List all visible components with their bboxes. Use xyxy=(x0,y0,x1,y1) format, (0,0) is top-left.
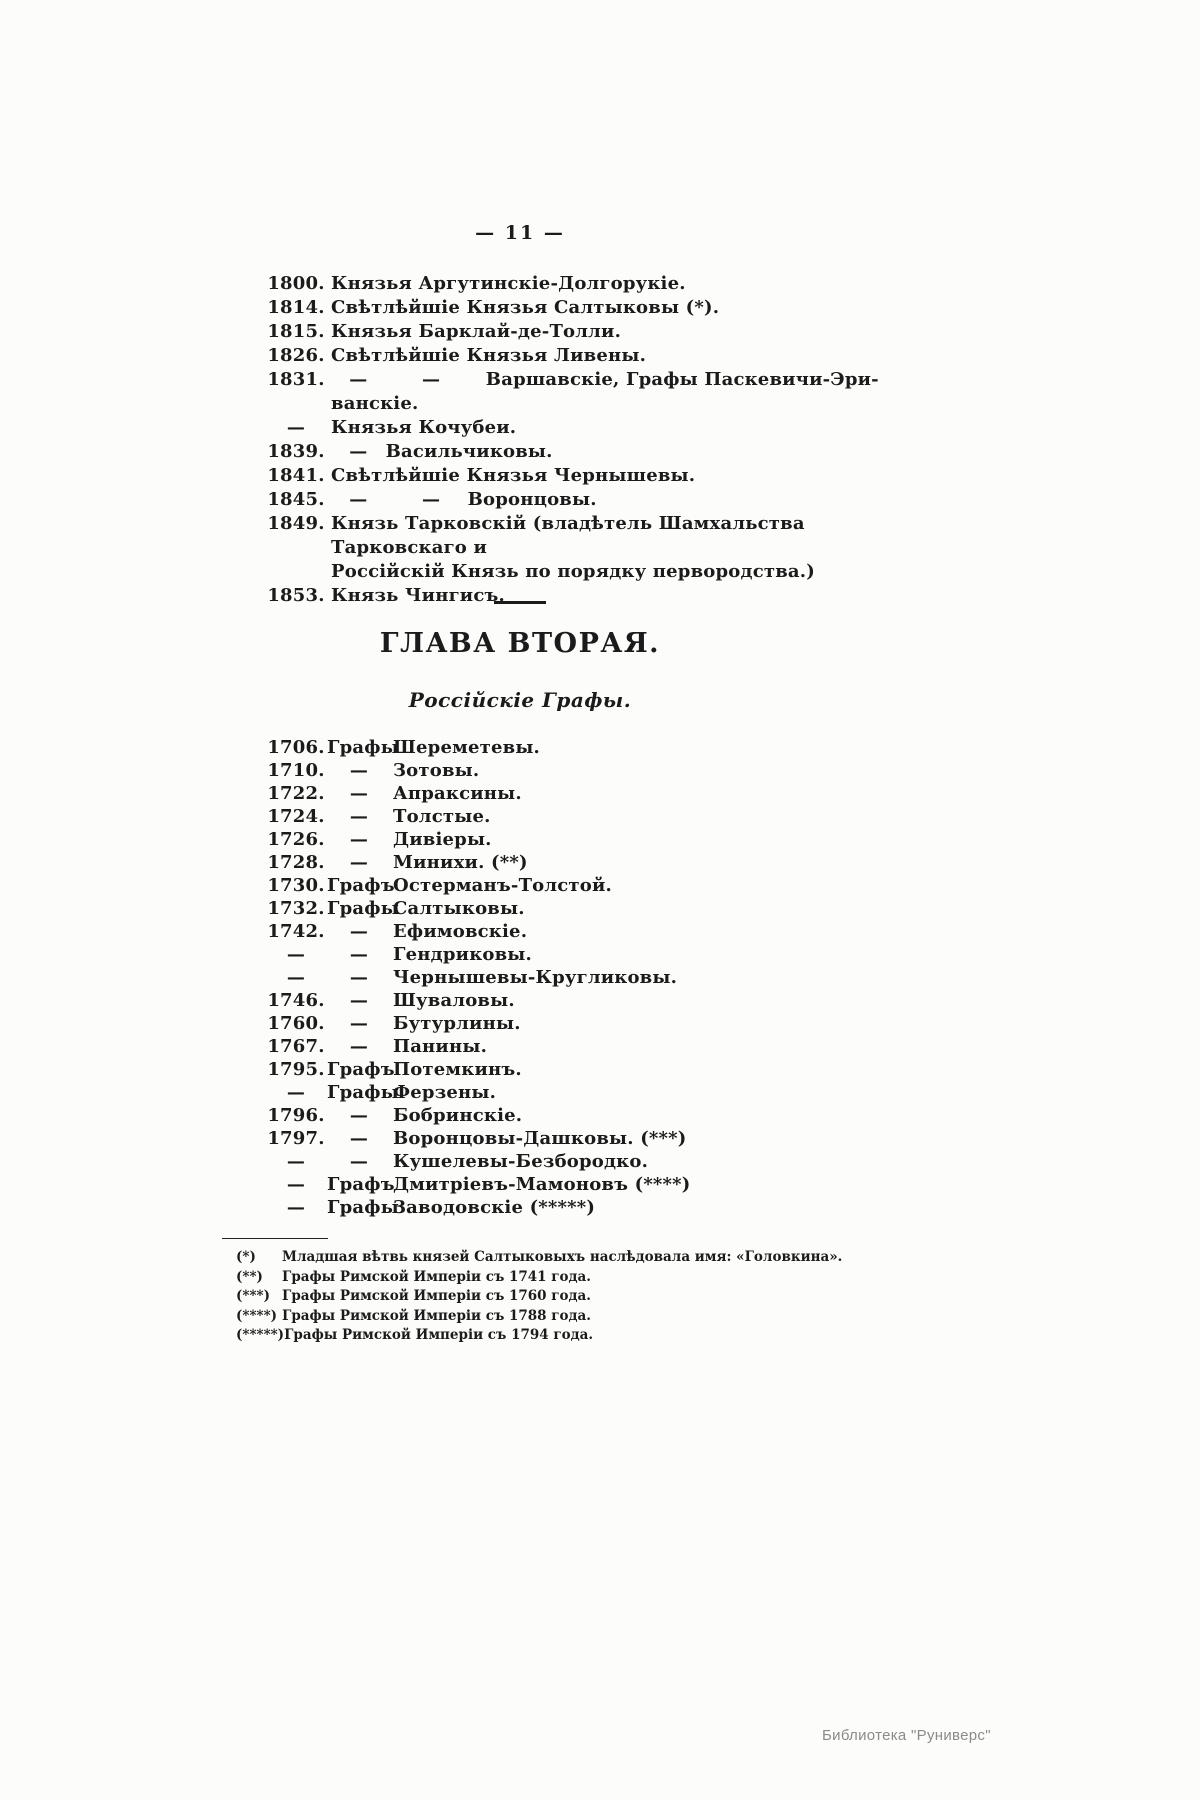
footnote xyxy=(236,1268,896,1288)
entry-name: Гендриковы. xyxy=(393,944,533,965)
entry-name: Заводовскіе (*****) xyxy=(393,1197,596,1218)
entry-name: Апраксины. xyxy=(393,783,522,804)
entry-name: Шуваловы. xyxy=(393,990,515,1011)
entry-name: Воронцовы-Дашковы. (***) xyxy=(393,1128,687,1149)
entry-title: — xyxy=(349,1013,369,1034)
list-row xyxy=(265,805,915,828)
entry-year: 1849. xyxy=(267,513,325,534)
entry-text xyxy=(331,584,505,608)
entry-year: 1730. xyxy=(267,875,325,896)
entry-year: — xyxy=(286,944,306,965)
entry-name: Ефимовскіе. xyxy=(393,921,528,942)
footnote-mark: (**) xyxy=(236,1268,263,1285)
entry-year: 1815. xyxy=(267,321,325,342)
list-row xyxy=(265,874,915,897)
list-row xyxy=(265,272,915,296)
entry-title: Графъ xyxy=(327,875,395,896)
list-row xyxy=(265,1058,915,1081)
entry-year: — xyxy=(286,1197,306,1218)
entry-year: 1722. xyxy=(267,783,325,804)
list-row xyxy=(265,1127,915,1150)
entry-text xyxy=(331,464,695,488)
entry-name: Бутурлины. xyxy=(393,1013,521,1034)
chapter-title: ГЛАВА ВТОРАЯ. xyxy=(379,628,661,659)
entry-year: — xyxy=(286,1174,306,1195)
entry-name: Потемкинъ. xyxy=(393,1059,522,1080)
list-row xyxy=(265,920,915,943)
entry-name: Дивіеры. xyxy=(393,829,492,850)
footnote-mark: (****) xyxy=(236,1307,278,1324)
list-row xyxy=(265,1035,915,1058)
entry-name: Толстые. xyxy=(393,806,491,827)
list-row xyxy=(265,759,915,782)
entry-title: — xyxy=(349,783,369,804)
list-row xyxy=(265,344,915,368)
entry-title: — xyxy=(349,852,369,873)
entry-year: — xyxy=(286,1082,306,1103)
page-number: — 11 — xyxy=(475,222,565,244)
list-row xyxy=(265,989,915,1012)
footnote-text: Графы Римской Имперіи съ 1760 года. xyxy=(282,1288,591,1304)
entry-title: Графъ xyxy=(327,1059,395,1080)
list-row xyxy=(265,828,915,851)
footnote-mark: (*) xyxy=(236,1249,256,1265)
entry-text xyxy=(331,344,646,368)
entry-line1: Князья Кочубеи. xyxy=(331,417,517,438)
entry-year: 1726. xyxy=(267,829,325,850)
list-row xyxy=(265,943,915,966)
entry-name: Бобринскіе. xyxy=(393,1105,523,1126)
list-row xyxy=(265,1150,915,1173)
entry-title: — xyxy=(349,829,369,850)
entry-year: 1710. xyxy=(267,760,325,781)
entry-name: Салтыковы. xyxy=(393,898,525,919)
entry-year: 1742. xyxy=(267,921,325,942)
entry-name: Шереметевы. xyxy=(393,737,541,758)
entry-year: 1728. xyxy=(267,852,325,873)
entry-title: — xyxy=(349,1036,369,1057)
list-row xyxy=(265,966,915,989)
entry-year: 1841. xyxy=(267,465,325,486)
entry-title: Графы xyxy=(327,1082,399,1103)
entry-name: Остерманъ-Толстой. xyxy=(393,875,613,896)
entry-name: Дмитріевъ-Мамоновъ (****) xyxy=(393,1174,691,1195)
list-row xyxy=(265,782,915,805)
entry-year: 1746. xyxy=(267,990,325,1011)
entry-name: Ферзены. xyxy=(393,1082,497,1103)
chapter-subtitle: Россійскіе Графы. xyxy=(408,688,632,712)
list-row xyxy=(265,1012,915,1035)
entry-text xyxy=(331,440,553,464)
entry-year: — xyxy=(286,417,306,438)
library-watermark: Библиотека "Руниверс" xyxy=(822,1727,991,1744)
list-row xyxy=(265,464,915,488)
entry-name: Чернышевы-Кругликовы. xyxy=(393,967,678,988)
entry-title: — xyxy=(349,1128,369,1149)
list-row xyxy=(265,488,915,512)
entry-year: 1760. xyxy=(267,1013,325,1034)
section-divider xyxy=(494,601,546,604)
list-row xyxy=(265,368,915,416)
entry-line1: Свѣтлѣйшіе Князья Ливены. xyxy=(331,345,647,366)
footnote xyxy=(236,1248,896,1268)
entry-year: 1826. xyxy=(267,345,325,366)
entry-name: Панины. xyxy=(393,1036,488,1057)
entry-text xyxy=(331,368,879,416)
entry-text xyxy=(331,488,597,512)
entry-title: — xyxy=(349,1105,369,1126)
entry-year: 1767. xyxy=(267,1036,325,1057)
entry-title: Графъ xyxy=(327,1174,395,1195)
footnote xyxy=(236,1287,896,1307)
list-row xyxy=(265,736,915,759)
footnote-mark: (***) xyxy=(236,1288,270,1304)
entry-year: 1845. xyxy=(267,489,325,510)
entry-name: Минихи. (**) xyxy=(393,852,528,873)
footnote-rule xyxy=(222,1238,328,1239)
entry-line1: Свѣтлѣйшіе Князья Салтыковы (*). xyxy=(331,297,720,318)
entry-year: 1831. xyxy=(267,369,325,390)
entry-year: 1853. xyxy=(267,585,325,606)
entry-year: — xyxy=(286,1151,306,1172)
entry-title: — xyxy=(349,806,369,827)
entry-title: — xyxy=(349,1151,369,1172)
footnote-text: Графы Римской Имперіи съ 1788 года. xyxy=(282,1307,591,1324)
entry-line1: Свѣтлѣйшіе Князья Чернышевы. xyxy=(331,465,696,486)
entry-year: 1724. xyxy=(267,806,325,827)
list-row xyxy=(265,320,915,344)
counts-list xyxy=(265,736,915,1219)
entry-title: Графы xyxy=(327,1197,399,1218)
entry-line1: — — Варшавскіе, Графы Паскевичи-Эри- xyxy=(331,369,879,390)
entry-line1: Князь Тарковскій (владѣтель Шамхальства Тарковскаго и xyxy=(331,513,805,558)
entry-year: 1732. xyxy=(267,898,325,919)
entry-line2: Россійскій Князь по порядку первородства.) xyxy=(331,561,815,582)
entry-text xyxy=(331,272,686,296)
list-row xyxy=(265,584,915,608)
entry-title: Графы xyxy=(327,737,399,758)
entry-year: 1795. xyxy=(267,1059,325,1080)
entry-line1: Князь Чингисъ. xyxy=(331,585,505,606)
princes-list xyxy=(265,272,915,608)
list-row xyxy=(265,897,915,920)
footnote-text: Младшая вѣтвь князей Салтыковыхъ наслѣдовала имя: «Головкина». xyxy=(282,1249,843,1265)
entry-line1: — — Воронцовы. xyxy=(331,489,597,510)
list-row xyxy=(265,440,915,464)
list-row xyxy=(265,512,915,584)
footnote xyxy=(236,1307,896,1327)
entry-name: Кушелевы-Безбородко. xyxy=(393,1151,649,1172)
entry-title: — xyxy=(349,967,369,988)
entry-year: — xyxy=(286,967,306,988)
entry-line1: Князья Барклай-де-Толли. xyxy=(331,321,622,342)
footnote-text: Графы Римской Имперіи съ 1741 года. xyxy=(282,1268,591,1285)
list-row xyxy=(265,851,915,874)
list-row xyxy=(265,1081,915,1104)
footnote xyxy=(236,1326,896,1346)
list-row xyxy=(265,1196,915,1219)
entry-text xyxy=(331,512,915,584)
entry-year: 1797. xyxy=(267,1128,325,1149)
entry-text xyxy=(331,296,719,320)
entry-line2: ванскіе. xyxy=(331,393,419,414)
entry-text xyxy=(331,320,621,344)
footnotes xyxy=(236,1248,896,1346)
entry-line1: Князья Аргутинскіе-Долгорукіе. xyxy=(331,273,686,294)
entry-year: 1839. xyxy=(267,441,325,462)
list-row xyxy=(265,296,915,320)
entry-line1: — Васильчиковы. xyxy=(331,441,553,462)
list-row xyxy=(265,1173,915,1196)
footnote-mark: (*****) xyxy=(236,1327,285,1343)
entry-name: Зотовы. xyxy=(393,760,480,781)
entry-year: 1800. xyxy=(267,273,325,294)
entry-title: — xyxy=(349,990,369,1011)
footnote-text: Графы Римской Имперіи съ 1794 года. xyxy=(284,1327,594,1343)
entry-year: 1706. xyxy=(267,737,325,758)
list-row xyxy=(265,416,915,440)
entry-title: Графы xyxy=(327,898,399,919)
entry-title: — xyxy=(349,921,369,942)
entry-text xyxy=(331,416,516,440)
entry-year: 1796. xyxy=(267,1105,325,1126)
list-row xyxy=(265,1104,915,1127)
entry-title: — xyxy=(349,760,369,781)
entry-year: 1814. xyxy=(267,297,325,318)
entry-title: — xyxy=(349,944,369,965)
